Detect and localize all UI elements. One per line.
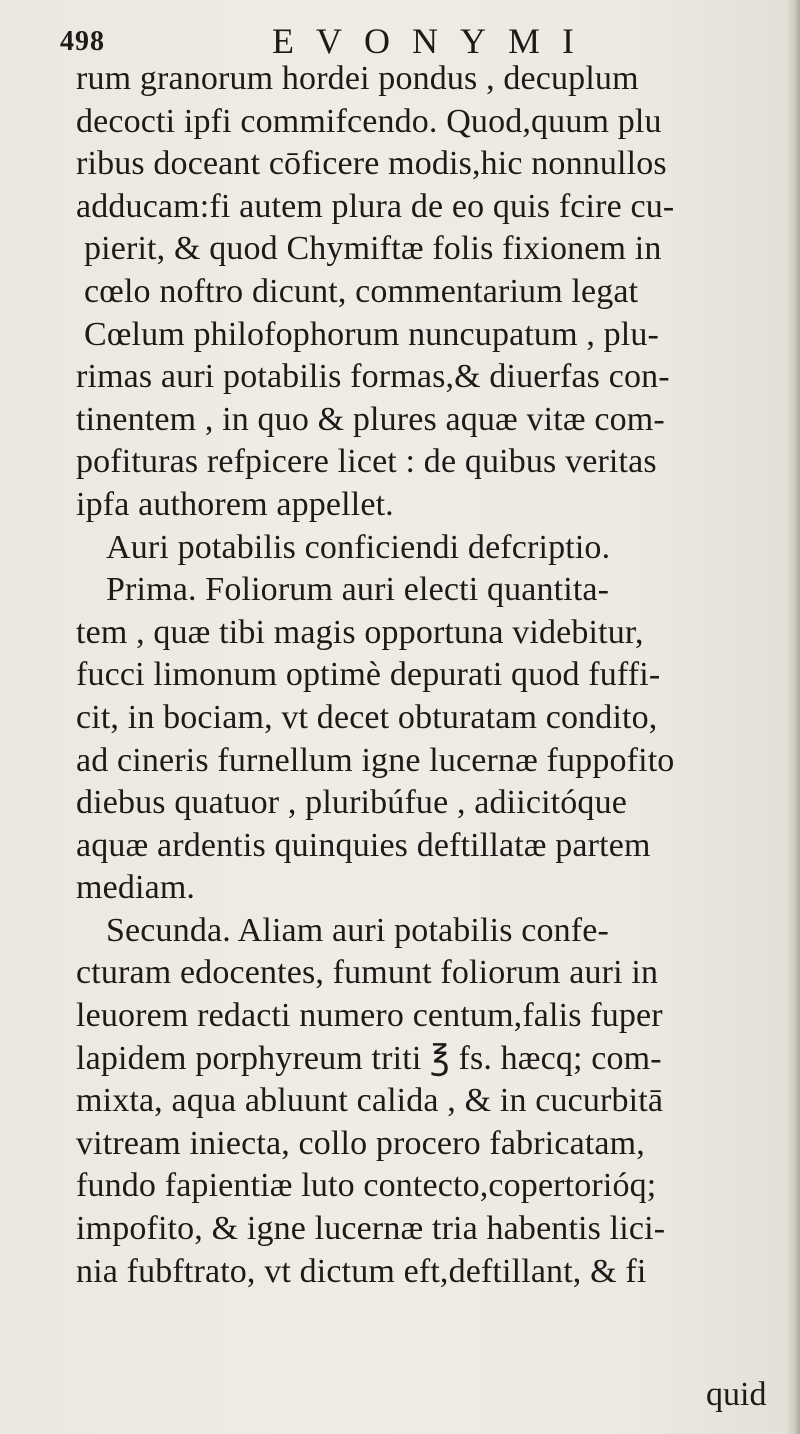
text-line: tem , quæ tibi magis opportuna videbitur, <box>76 613 644 651</box>
catchword: quid <box>706 1376 767 1413</box>
body-text <box>76 58 786 1293</box>
text-line: Cœlum philofophorum nuncupatum , plu- <box>84 315 659 353</box>
text-line: tinentem , in quo & plures aquæ vitæ com- <box>76 400 665 438</box>
text-line: aquæ ardentis quinquies deftillatæ partem <box>76 826 651 864</box>
text-line: cœlo noftro dicunt, commentarium legat <box>84 272 639 310</box>
text-line: rum granorum hordei pondus , decuplum <box>76 60 639 97</box>
text-line: Prima. Foliorum auri electi quantita- <box>106 571 610 609</box>
text-line: vitream iniecta, collo procero fabricatam, <box>76 1124 645 1162</box>
text-line: pierit, & quod Chymiftæ folis fixionem in <box>84 230 662 268</box>
text-line: ad cineris furnellum igne lucernæ fuppofito <box>76 741 675 779</box>
text-line: cturam edocentes, fumunt foliorum auri in <box>76 954 659 992</box>
text-line: Secunda. Aliam auri potabilis confe- <box>106 911 609 949</box>
text-line: leuorem redacti numero centum,falis fuper <box>76 997 663 1035</box>
page-edge-shadow <box>786 0 800 1434</box>
page-number: 498 <box>60 26 105 57</box>
text-line: ipfa authorem appellet. <box>76 485 394 523</box>
text-line: fucci limonum optimè depurati quod fuffi- <box>76 656 661 694</box>
text-line: mixta, aqua abluunt calida , & in cucurbitā <box>76 1082 664 1120</box>
text-line: fundo fapientiæ luto contecto,copertorióq; <box>76 1167 657 1205</box>
text-line: decocti ipfi commifcendo. Quod,quum plu <box>76 102 662 140</box>
text-line: mediam. <box>76 869 196 907</box>
text-line: nia fubftrato, vt dictum eft,deftillant, & fi <box>76 1252 647 1290</box>
text-line: Auri potabilis conficiendi defcriptio. <box>106 528 611 566</box>
text-line: cit, in bociam, vt decet obturatam condito, <box>76 698 658 736</box>
text-line: rimas auri potabilis formas,& diuerfas con- <box>76 358 670 396</box>
text-line: ribus doceant cōficere modis,hic nonnullos <box>76 145 667 183</box>
text-line: diebus quatuor , pluribúfue , adiicitóque <box>76 784 627 822</box>
text-line: adducam:fi autem plura de eo quis fcire cu- <box>76 187 675 225</box>
text-line: lapidem porphyreum triti ℥ fs. hæcq; com- <box>76 1039 662 1077</box>
text-line: impofito, & igne lucernæ tria habentis lici- <box>76 1210 666 1248</box>
running-head: EVONYMI <box>272 21 596 61</box>
text-line: pofituras refpicere licet : de quibus veritas <box>76 443 657 481</box>
